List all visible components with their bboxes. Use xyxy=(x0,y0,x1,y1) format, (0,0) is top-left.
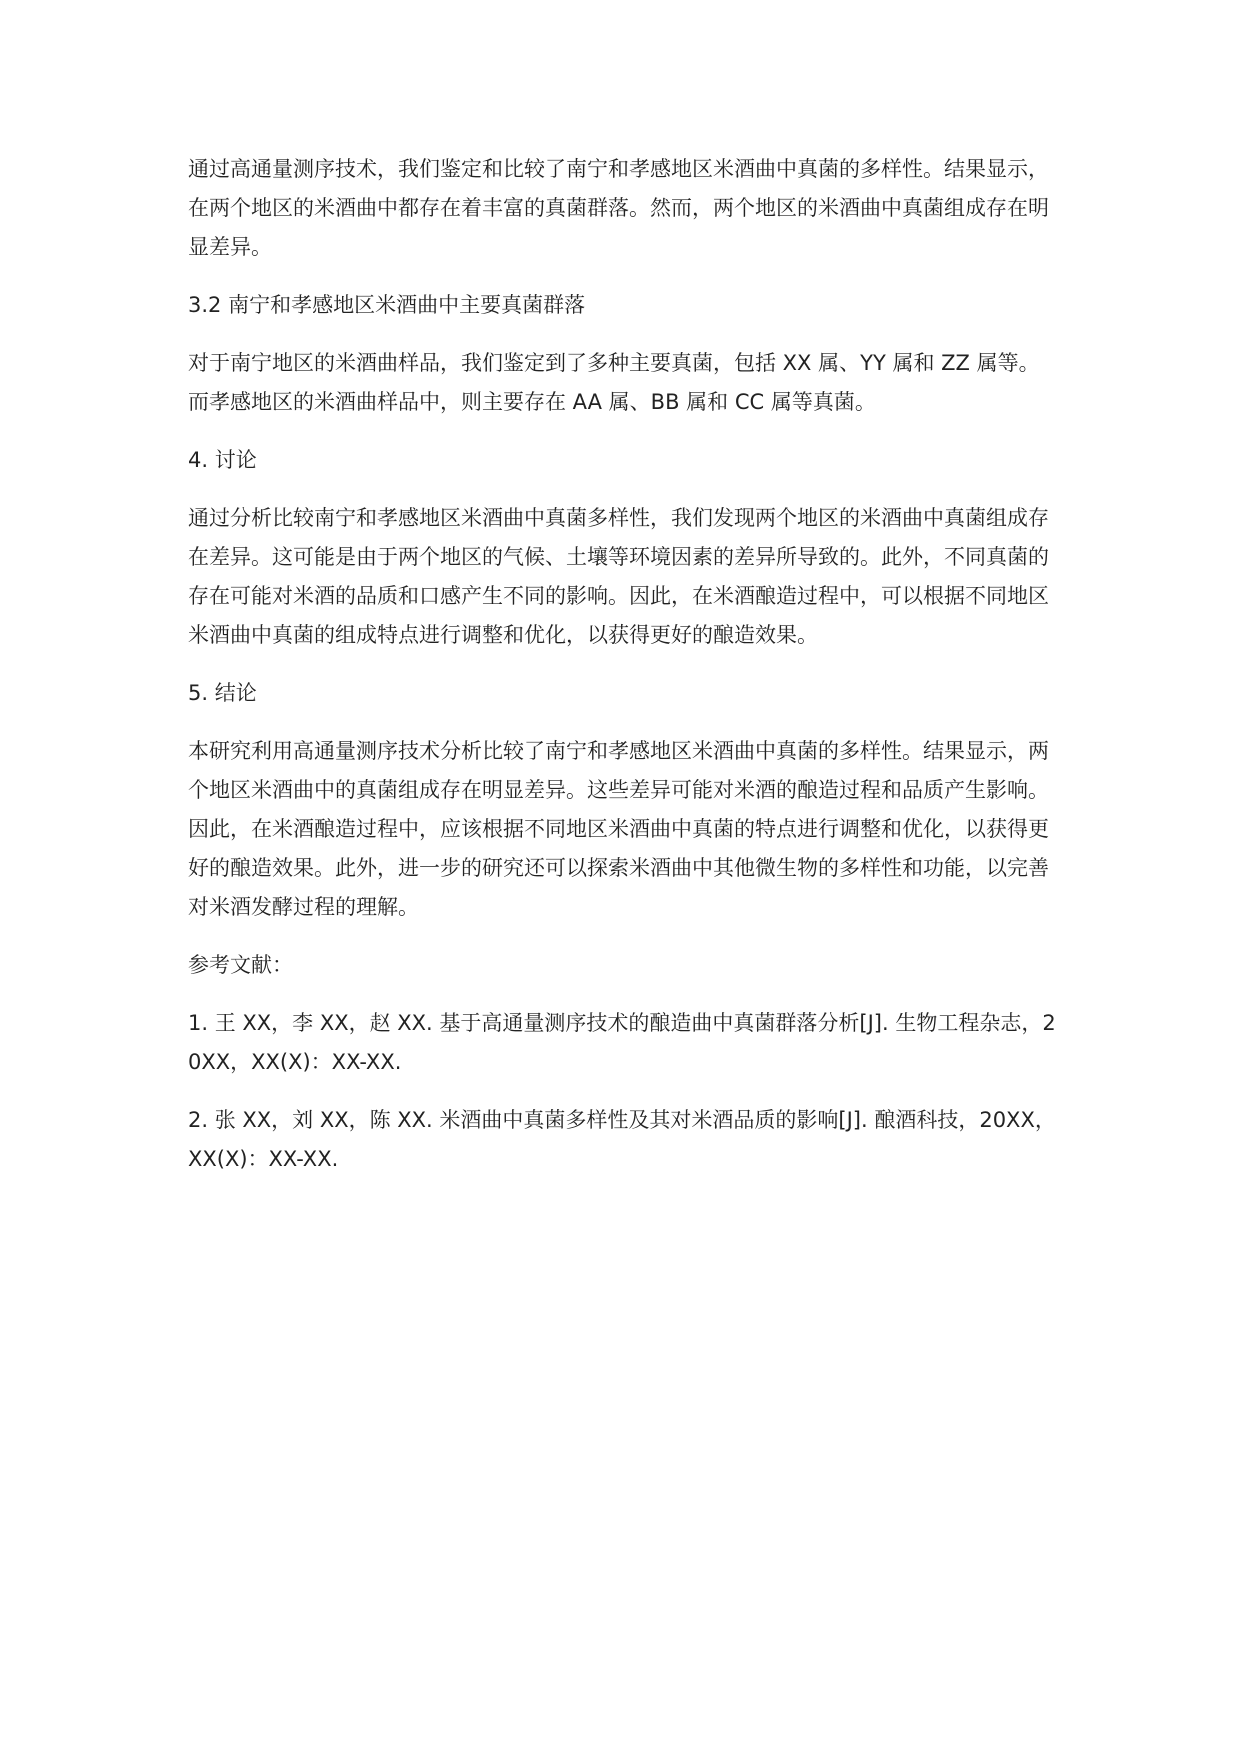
section-3-2-paragraph: 对于南宁地区的米酒曲样品，我们鉴定到了多种主要真菌，包括 XX 属、YY 属和 ZZ 属等。而孝感地区的米酒曲样品中，则主要存在 AA 属、BB 属和 CC 属等真菌。 xyxy=(188,351,1040,414)
references-heading: 参考文献： xyxy=(188,953,293,977)
section-4-paragraph: 通过分析比较南宁和孝感地区米酒曲中真菌多样性，我们发现两个地区的米酒曲中真菌组成存在差异。这可能是由于两个地区的气候、土壤等环境因素的差异所导致的。此外，不同真菌的存在可能对米酒的品质和口感产生不同的影响。因此，在米酒酿造过程中，可以根据不同地区米酒曲中真菌的组成特点进行调整和优化，以获得更好的酿造效果。 xyxy=(188,506,1049,647)
reference-item-1: 1. 王 XX，李 XX，赵 XX. 基于高通量测序技术的酿造曲中真菌群落分析[J]. 生物工程杂志，20XX，XX(X)：XX-XX. xyxy=(188,1011,1056,1074)
document-body xyxy=(188,150,1058,1179)
reference-item-2: 2. 张 XX，刘 XX，陈 XX. 米酒曲中真菌多样性及其对米酒品质的影响[J]. 酿酒科技，20XX，XX(X)：XX-XX. xyxy=(188,1108,1056,1171)
results-intro-paragraph: 通过高通量测序技术，我们鉴定和比较了南宁和孝感地区米酒曲中真菌的多样性。结果显示，在两个地区的米酒曲中都存在着丰富的真菌群落。然而，两个地区的米酒曲中真菌组成存在明显差异。 xyxy=(188,157,1049,259)
section-4-heading: 4. 讨论 xyxy=(188,448,257,472)
section-3-2-heading: 3.2 南宁和孝感地区米酒曲中主要真菌群落 xyxy=(188,293,586,317)
section-5-heading: 5. 结论 xyxy=(188,681,257,705)
section-5-paragraph: 本研究利用高通量测序技术分析比较了南宁和孝感地区米酒曲中真菌的多样性。结果显示，两个地区米酒曲中的真菌组成存在明显差异。这些差异可能对米酒的酿造过程和品质产生影响。因此，在米酒酿造过程中，应该根据不同地区米酒曲中真菌的特点进行调整和优化，以获得更好的酿造效果。此外，进一步的研究还可以探索米酒曲中其他微生物的多样性和功能，以完善对米酒发酵过程的理解。 xyxy=(188,739,1049,919)
